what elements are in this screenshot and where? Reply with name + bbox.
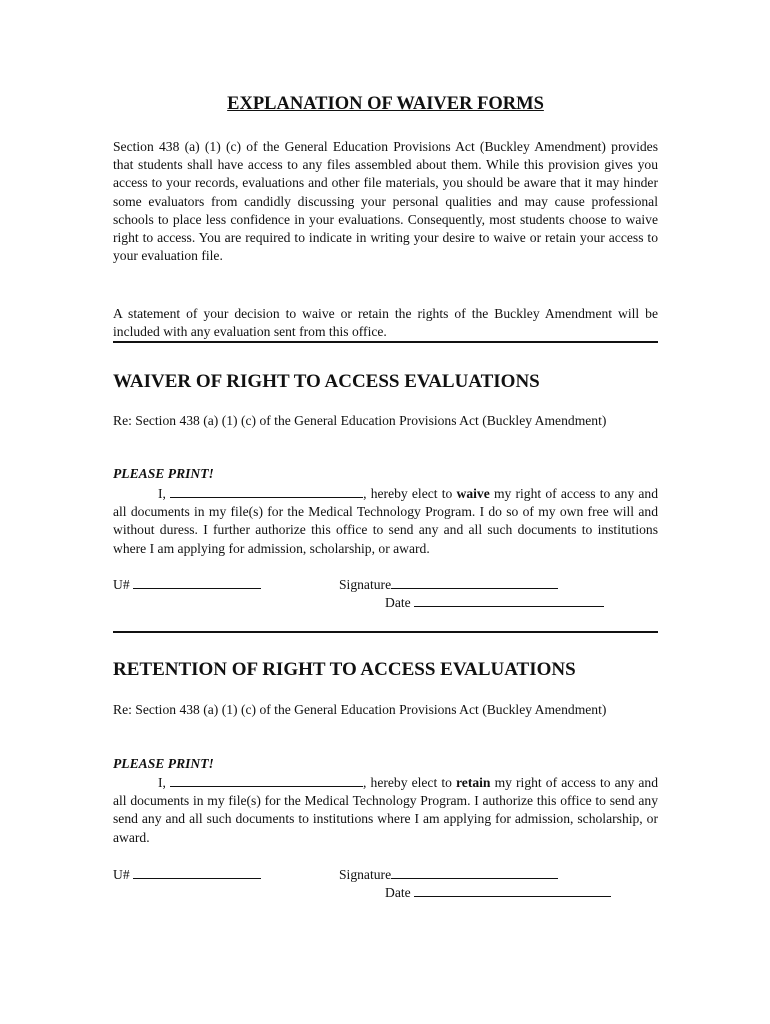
retention-signature-field[interactable] [391,866,558,879]
page-title: EXPLANATION OF WAIVER FORMS [227,94,544,114]
waiver-name-field[interactable] [170,485,363,498]
retention-i-label: I, [158,775,166,790]
retention-signature-label: Signature [339,867,392,882]
waiver-u-number-field[interactable] [133,576,261,589]
retention-u-label: U# [113,867,130,882]
section-divider [113,631,658,633]
retention-please-print: PLEASE PRINT! [113,756,214,771]
waiver-statement: I, , hereby elect to waive my right of access to any and all documents in my file(s) for the Medical Technology Program. I do so of my own free will and without duress. I further authorize this office to send any and all such documents to institutions where I am applying for admission, scholarship, or award. [113,486,658,556]
retention-date-row [385,884,611,902]
waiver-signature-row [339,576,558,594]
waiver-signature-label: Signature [339,577,392,592]
retention-statement: I, , hereby elect to retain my right of access to any and all documents in my file(s) for the Medical Technology Program. I authorize this office to send any send any and all such documents to institutions where I am applying for admission, scholarship, or award. [113,775,658,845]
retention-date-field[interactable] [414,884,611,897]
retention-u-number-row [113,866,261,884]
retention-u-number-field[interactable] [133,866,261,879]
retention-date-label: Date [385,885,411,900]
waiver-signature-field[interactable] [391,576,558,589]
waiver-re-line: Re: Section 438 (a) (1) (c) of the General Education Provisions Act (Buckley Amendment) [113,413,607,428]
waiver-i-label: I, [158,486,166,501]
retention-name-field[interactable] [170,774,363,787]
retention-keyword: retain [456,775,491,790]
retention-heading: RETENTION OF RIGHT TO ACCESS EVALUATIONS [113,659,576,680]
waiver-u-number-row [113,576,261,594]
waiver-keyword: waive [456,486,490,501]
retention-re-line: Re: Section 438 (a) (1) (c) of the General Education Provisions Act (Buckley Amendment) [113,702,607,717]
retention-signature-row [339,866,558,884]
waiver-date-label: Date [385,595,411,610]
waiver-date-row [385,594,604,612]
section-divider [113,341,658,343]
intro-paragraph-1: Section 438 (a) (1) (c) of the General Education Provisions Act (Buckley Amendment) provides that students shall have access to any files assembled about them. While this provision gives you access to your records, evaluations and other file materials, you should be aware that it may hinder some evaluators from candidly discussing your personal qualities and may cause professional schools to place less confidence in your evaluations. Consequently, most students choose to waive right to access. You are required to indicate in writing your desire to waive or retain your access to your evaluation file. [113,139,658,264]
waiver-date-field[interactable] [414,594,604,607]
intro-paragraph-2: A statement of your decision to waive or retain the rights of the Buckley Amendment will be included with any evaluation sent from this office. [113,306,658,340]
waiver-heading: WAIVER OF RIGHT TO ACCESS EVALUATIONS [113,371,540,392]
waiver-u-label: U# [113,577,130,592]
waiver-please-print: PLEASE PRINT! [113,466,214,481]
